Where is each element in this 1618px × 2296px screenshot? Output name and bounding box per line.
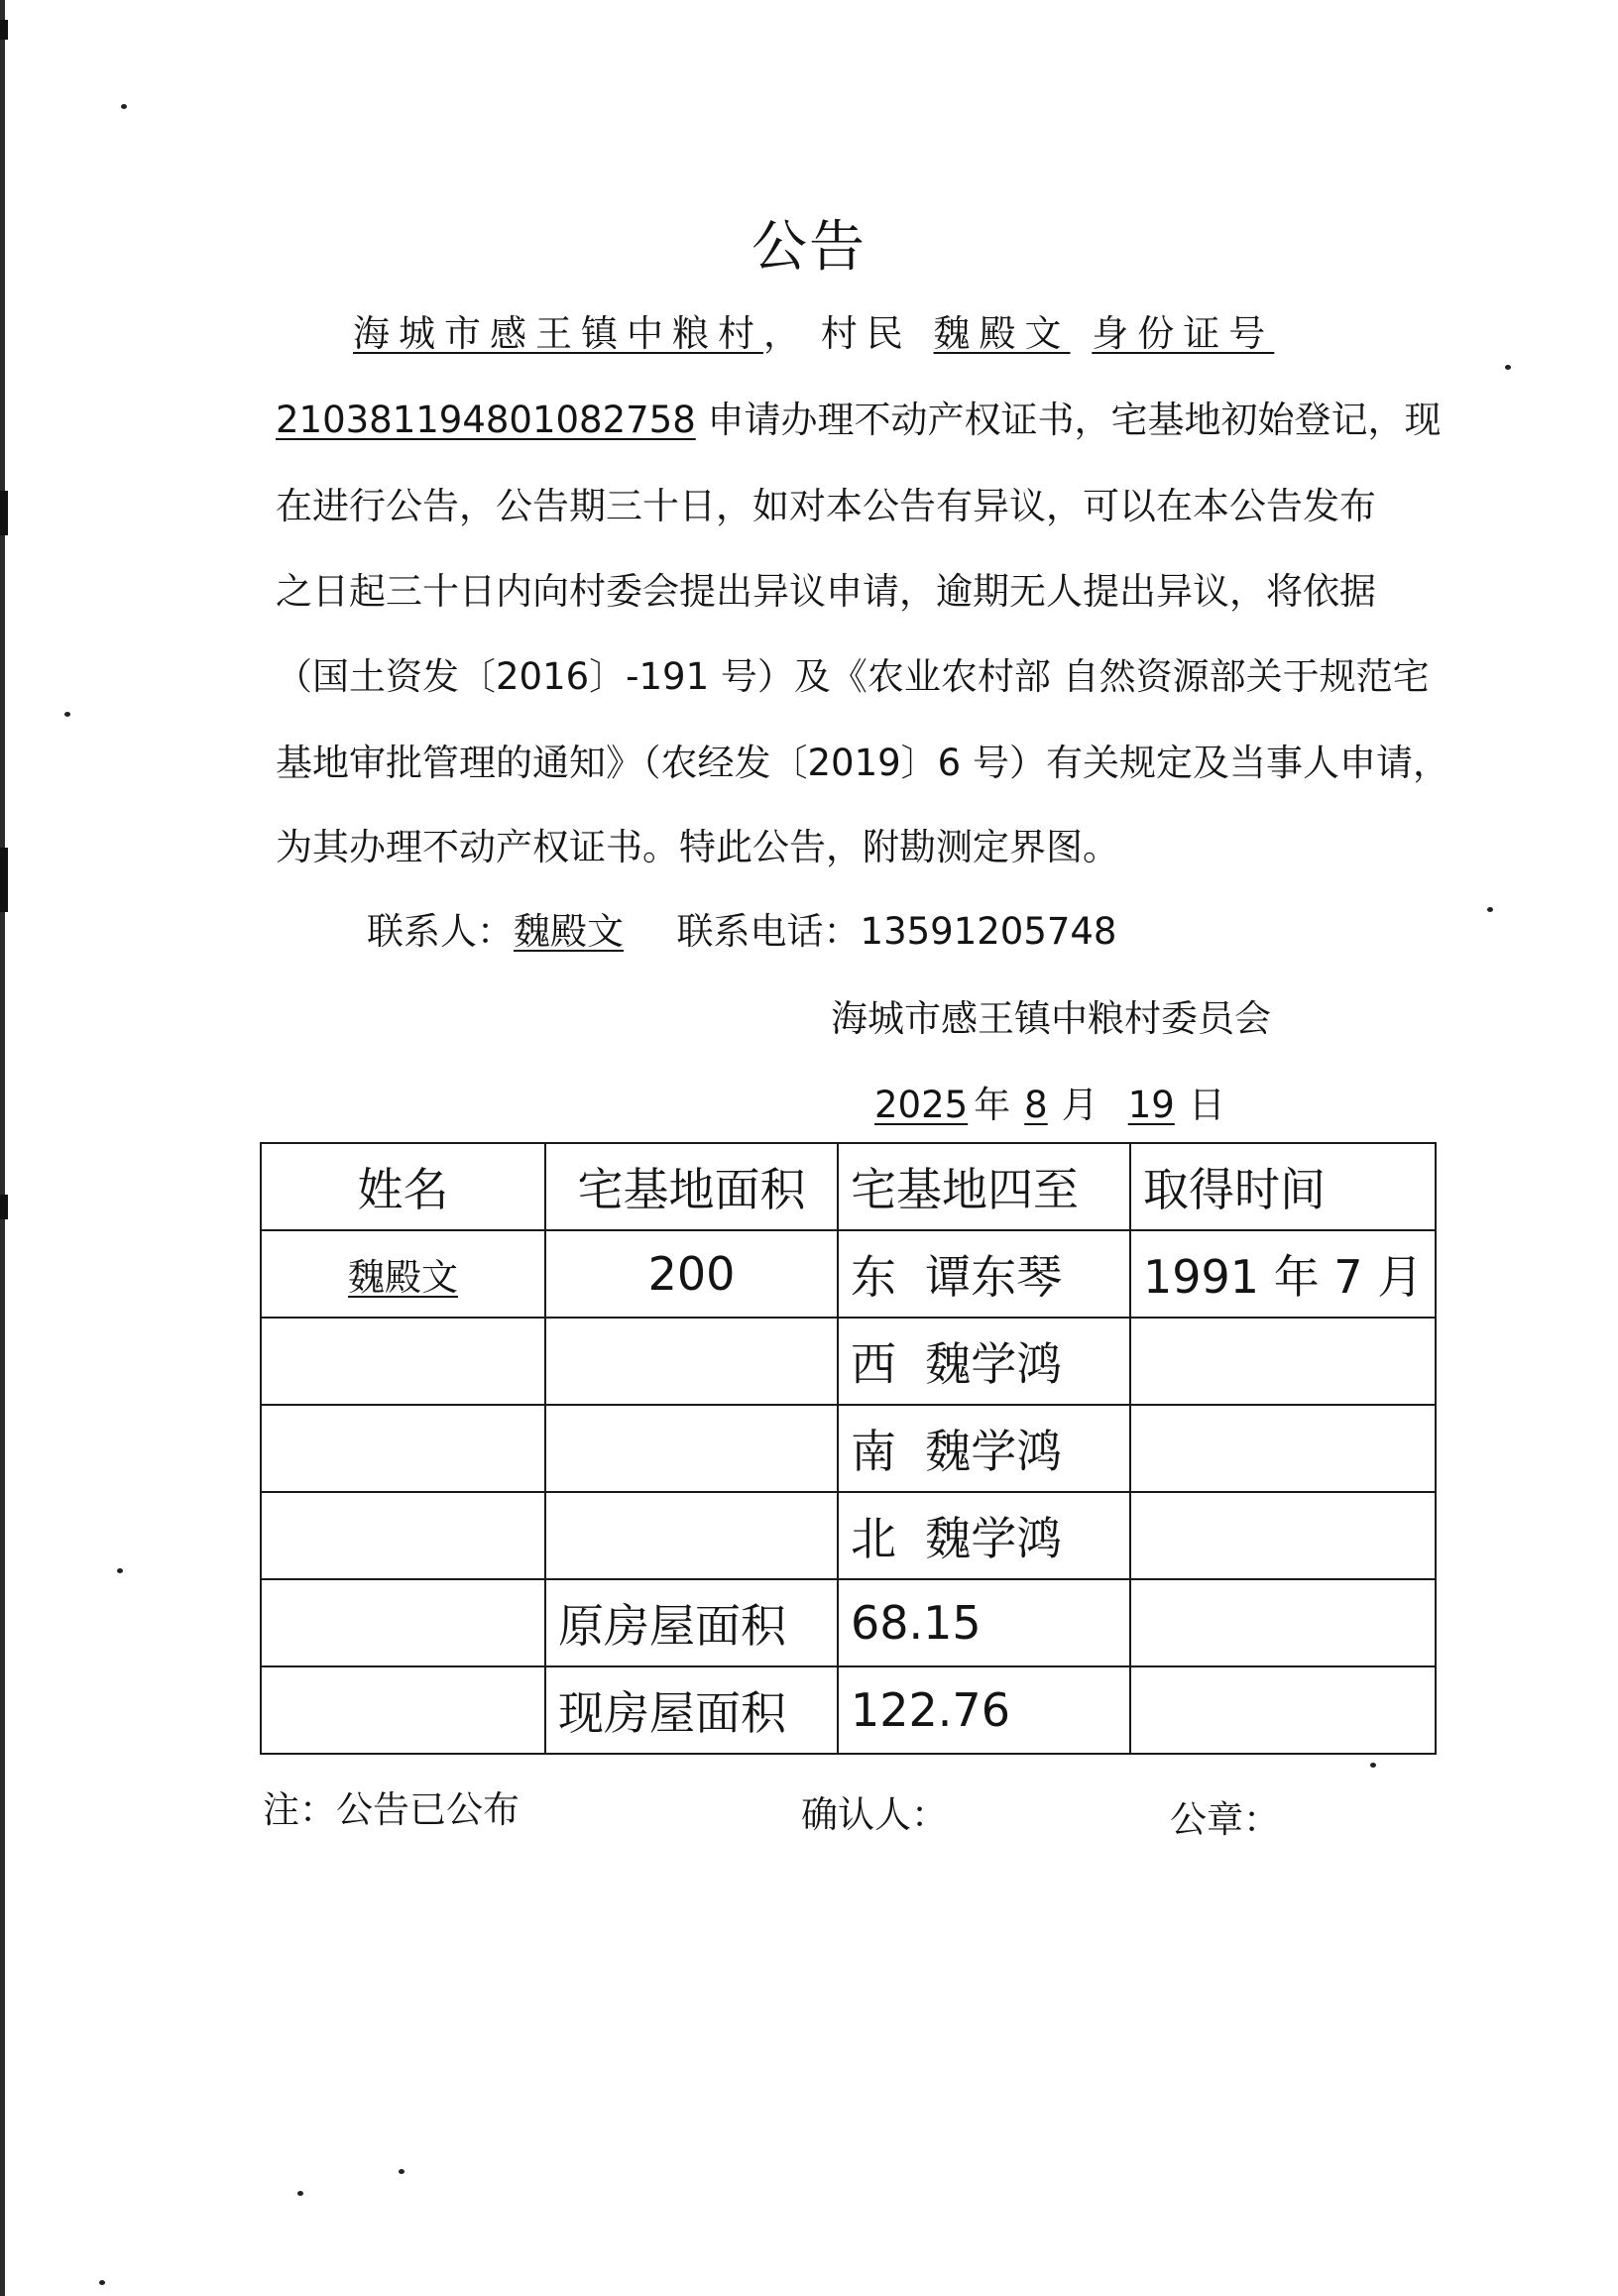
date-month-unit: 月 <box>1061 1084 1098 1126</box>
cell-empty <box>545 1318 838 1405</box>
notice-date <box>868 1081 1225 1130</box>
body-line-1 <box>353 309 1274 359</box>
committee-name: 海城市感王镇中粮村委员会 <box>831 997 1271 1040</box>
table-row <box>261 1230 1436 1318</box>
scan-edge-mark <box>0 20 8 40</box>
scan-speck <box>297 2191 303 2196</box>
cell-empty <box>1130 1318 1436 1405</box>
date-day-unit: 日 <box>1188 1084 1225 1126</box>
contact-phone: 13591205748 <box>860 910 1117 953</box>
cell-empty <box>261 1666 545 1754</box>
scan-left-edge <box>0 0 5 2296</box>
scan-edge-mark <box>0 1195 8 1219</box>
scan-edge-mark <box>0 491 8 535</box>
villager-prefix: 村民 <box>820 312 912 355</box>
cell-current-house-label: 现房屋面积 <box>545 1666 838 1754</box>
cell-empty <box>1130 1492 1436 1579</box>
cell-empty <box>261 1492 545 1579</box>
body-line-2-text: 申请办理不动产权证书，宅基地初始登记，现 <box>707 399 1442 441</box>
id-label: 身份证号 <box>1092 312 1275 355</box>
footer-confirmer: 确认人： <box>801 1793 948 1836</box>
cell-boundary-east: 东 谭东琴 <box>838 1230 1130 1318</box>
date-day: 19 <box>1127 1084 1175 1126</box>
contact-person-label: 联系人： <box>367 910 514 953</box>
table-row <box>261 1405 1436 1492</box>
body-line-3: 在进行公告，公告期三十日，如对本公告有异议，可以在本公告发布 <box>276 485 1376 527</box>
cell-current-house-value: 122.76 <box>838 1666 1130 1754</box>
notice-title: 公告 <box>751 215 867 280</box>
scan-speck <box>121 104 127 109</box>
table-row <box>261 1318 1436 1405</box>
body-line-6: 基地审批管理的通知》（农经发〔2019〕6 号）有关规定及当事人申请， <box>276 742 1449 784</box>
body-line-7: 为其办理不动产权证书。特此公告，附勘测定界图。 <box>276 826 1119 868</box>
table-header-row <box>261 1143 1436 1230</box>
scan-speck <box>1505 365 1511 370</box>
homestead-table <box>260 1142 1437 1755</box>
cell-area: 200 <box>545 1230 838 1318</box>
header-area: 宅基地面积 <box>545 1143 838 1230</box>
cell-empty <box>1130 1666 1436 1754</box>
cell-empty <box>545 1492 838 1579</box>
scan-speck <box>99 2280 105 2285</box>
cell-acquired: 1991 年 7 月 <box>1130 1230 1436 1318</box>
scan-edge-mark <box>0 848 8 912</box>
contact-person-name: 魏殿文 <box>514 910 624 953</box>
cell-original-house-value: 68.15 <box>838 1579 1130 1666</box>
scan-speck <box>1487 907 1493 912</box>
cell-empty <box>545 1405 838 1492</box>
village-name: 海城市感王镇中粮村 <box>353 312 763 355</box>
cell-original-house-label: 原房屋面积 <box>545 1579 838 1666</box>
cell-boundary-west: 西 魏学鸿 <box>838 1318 1130 1405</box>
header-acquired: 取得时间 <box>1130 1143 1436 1230</box>
scan-speck <box>64 712 70 717</box>
date-year: 2025 <box>874 1084 969 1126</box>
table-row <box>261 1666 1436 1754</box>
body-line-5: （国土资发〔2016〕-191 号）及《农业农村部 自然资源部关于规范宅 <box>276 655 1430 698</box>
cell-boundary-south: 南 魏学鸿 <box>838 1405 1130 1492</box>
cell-boundary-north: 北 魏学鸿 <box>838 1492 1130 1579</box>
header-boundaries: 宅基地四至 <box>838 1143 1130 1230</box>
cell-name: 魏殿文 <box>261 1230 545 1318</box>
applicant-name: 魏殿文 <box>933 312 1071 355</box>
contact-line <box>367 907 1116 957</box>
cell-empty <box>1130 1405 1436 1492</box>
scan-speck <box>117 1568 123 1573</box>
body-line-2 <box>276 396 1442 445</box>
footer-seal: 公章： <box>1170 1798 1280 1841</box>
cell-empty <box>261 1318 545 1405</box>
scan-speck <box>399 2169 404 2174</box>
body-line-4: 之日起三十日内向村委会提出异议申请，逾期无人提出异议，将依据 <box>276 570 1376 613</box>
id-number: 210381194801082758 <box>276 399 696 441</box>
table-row <box>261 1579 1436 1666</box>
cell-empty <box>1130 1579 1436 1666</box>
header-name: 姓名 <box>261 1143 545 1230</box>
scan-speck <box>1370 1763 1376 1768</box>
comma: ， <box>763 312 809 355</box>
cell-empty <box>261 1405 545 1492</box>
footer-note: 注：公告已公布 <box>263 1788 520 1831</box>
table-row <box>261 1492 1436 1579</box>
cell-empty <box>261 1579 545 1666</box>
contact-phone-label: 联系电话： <box>676 910 861 953</box>
date-year-unit: 年 <box>974 1084 1011 1126</box>
date-month: 8 <box>1024 1084 1048 1126</box>
